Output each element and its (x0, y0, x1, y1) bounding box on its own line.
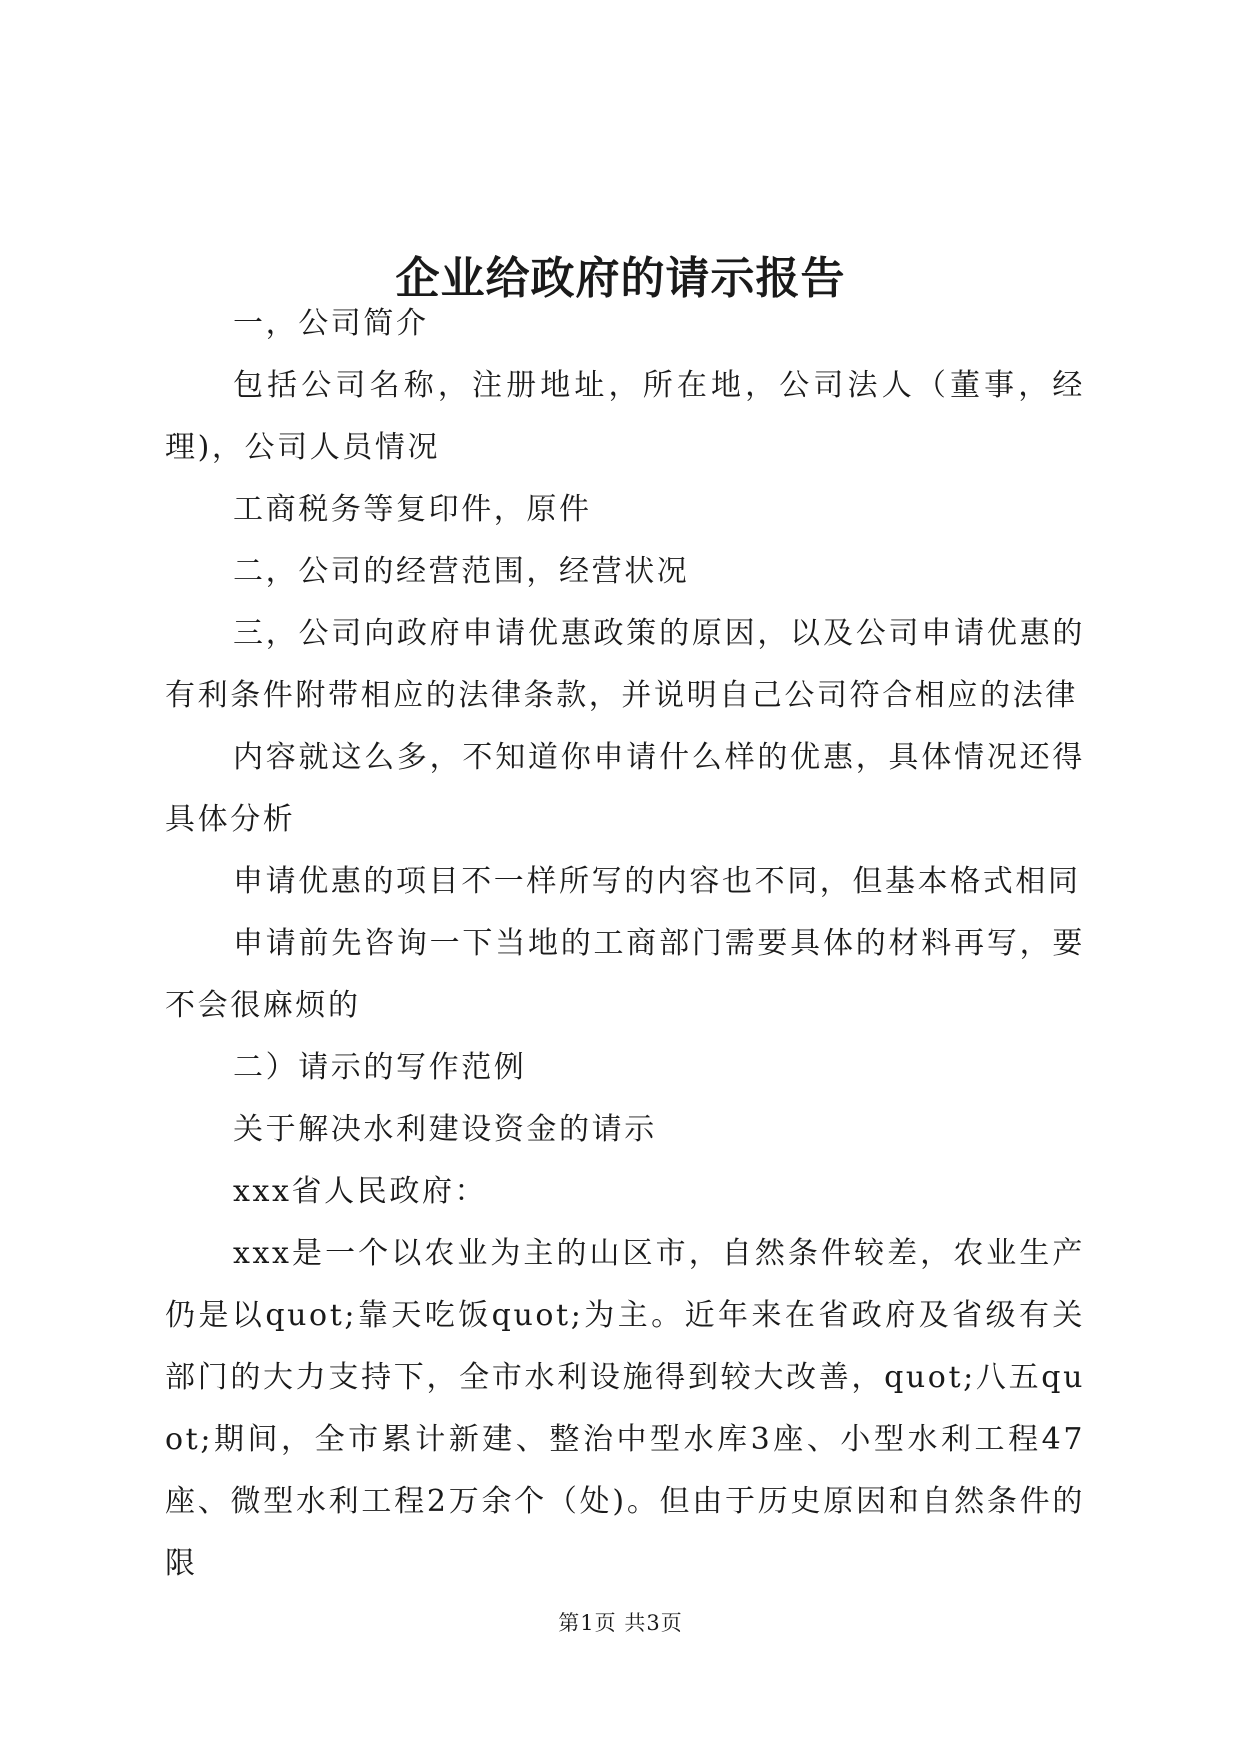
paragraph-reasons: 三，公司向政府申请优惠政策的原因，以及公司申请优惠的有利条件附带相应的法律条款，并说明自己公司符合相应的法律 (165, 616, 1085, 713)
page-number-footer: 第1页 共3页 (558, 1611, 683, 1635)
paragraph-example-title: 关于解决水利建设资金的请示 (233, 1112, 657, 1147)
paragraph-content-note: 内容就这么多，不知道你申请什么样的优惠，具体情况还得具体分析 (165, 740, 1085, 837)
paragraph-example-body: xxx是一个以农业为主的山区市，自然条件较差，农业生产仍是以quot;靠天吃饭quot;为主。近年来在省政府及省级有关部门的大力支持下，全市水利设施得到较大改善，quot;八五quot;期间，全市累计新建、整治中型水库3座、小型水利工程47座、微型水利工程2万余个（处)。但由于历史原因和自然条件的限 (165, 1236, 1085, 1581)
paragraph-example-heading: 二）请示的写作范例 (233, 1050, 527, 1085)
paragraph-company-intro-heading: 一，公司简介 (233, 306, 429, 341)
paragraph-format-note: 申请优惠的项目不一样所写的内容也不同，但基本格式相同 (233, 864, 1081, 899)
paragraph-consult-note: 申请前先咨询一下当地的工商部门需要具体的材料再写，要不会很麻烦的 (165, 926, 1085, 1023)
document-title: 企业给政府的请示报告 (395, 253, 846, 305)
paragraph-business-scope-heading: 二，公司的经营范围，经营状况 (233, 554, 690, 589)
paragraph-company-details: 包括公司名称，注册地址，所在地，公司法人（董事，经理)，公司人员情况 (165, 368, 1085, 465)
document-body (165, 293, 1085, 1595)
paragraph-addressee: xxx省人民政府： (233, 1174, 488, 1209)
paragraph-documents: 工商税务等复印件，原件 (233, 492, 592, 527)
